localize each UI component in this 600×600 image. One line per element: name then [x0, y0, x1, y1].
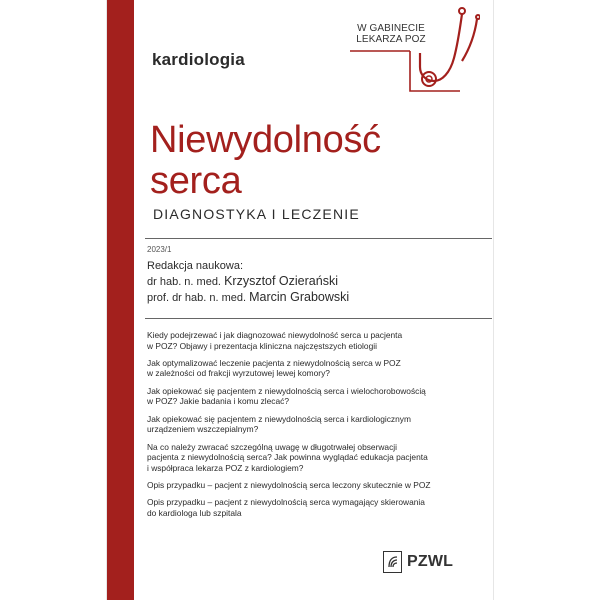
- toc-item-line: w POZ? Objawy i prezentacja kliniczna najczęstszych etiologii: [147, 340, 377, 351]
- series-badge: [350, 3, 480, 98]
- toc-item-line: do kardiologa lub szpitala: [147, 507, 242, 518]
- book-title: [150, 120, 381, 202]
- book-title-line2: serca: [150, 160, 242, 202]
- toc-item-line: pacjenta z niewydolnością serca? Jak powinna wyglądać edukacja pacjenta: [147, 452, 428, 463]
- stethoscope-icon: [350, 3, 480, 98]
- book-subtitle: DIAGNOSTYKA I LECZENIE: [153, 206, 360, 222]
- toc-item: [147, 386, 487, 407]
- toc-item-line: w POZ? Jakie badania i komu zlecać?: [147, 396, 289, 407]
- toc-item-line: urządzeniem wszczepialnym?: [147, 424, 259, 435]
- toc-item-line: i współpraca lekarza POZ z kardiologiem?: [147, 462, 304, 473]
- divider-top: [145, 238, 492, 239]
- editor-1-name: Krzysztof Ozierański: [224, 274, 338, 288]
- table-of-contents: [147, 330, 487, 525]
- editor-1-title: dr hab. n. med.: [147, 276, 221, 288]
- editor-2-title: prof. dr hab. n. med.: [147, 292, 247, 304]
- publisher-name: PZWL: [407, 553, 454, 570]
- series-title-line1: W GABINECIE: [357, 23, 425, 34]
- spine-accent-bar: [107, 0, 134, 600]
- toc-item-line: Opis przypadku – pacjent z niewydolnością serca wymagający skierowania: [147, 497, 425, 508]
- toc-item-line: Opis przypadku – pacjent z niewydolnością serca leczony skutecznie w POZ: [147, 479, 431, 490]
- toc-item: [147, 330, 487, 351]
- toc-item-line: Jak optymalizować leczenie pacjenta z niewydolnością serca w POZ: [147, 357, 401, 368]
- pzwl-logo-icon: [383, 551, 402, 573]
- toc-item: [147, 358, 487, 379]
- toc-item: [147, 497, 487, 518]
- toc-item-line: Na co należy zwracać szczególną uwagę w długotrwałej obserwacji: [147, 441, 397, 452]
- publisher-logo: [383, 551, 463, 575]
- toc-item-line: w zależności od frakcji wyrzutowej lewej komory?: [147, 368, 330, 379]
- series-title: [351, 23, 431, 45]
- toc-item: [147, 480, 487, 491]
- book-title-line1: Niewydolność: [150, 119, 381, 161]
- divider-bottom: [145, 318, 492, 319]
- toc-item-line: Kiedy podejrzewać i jak diagnozować niewydolność serca u pacjenta: [147, 330, 403, 340]
- toc-item-line: Jak opiekować się pacjentem z niewydolnością serca i wielochorobowością: [147, 385, 426, 396]
- editors-label: Redakcja naukowa:: [147, 260, 244, 272]
- toc-item-line: Jak opiekować się pacjentem z niewydolnością serca i kardiologicznym: [147, 413, 411, 424]
- toc-item: [147, 442, 487, 474]
- category-label: kardiologia: [152, 50, 245, 69]
- edition-label: 2023/1: [147, 245, 172, 254]
- series-title-line2: LEKARZA POZ: [356, 34, 426, 45]
- editor-2: [147, 290, 349, 306]
- toc-item: [147, 414, 487, 435]
- editor-2-name: Marcin Grabowski: [249, 290, 350, 304]
- editor-1: [147, 274, 349, 290]
- editors-block: [147, 259, 349, 306]
